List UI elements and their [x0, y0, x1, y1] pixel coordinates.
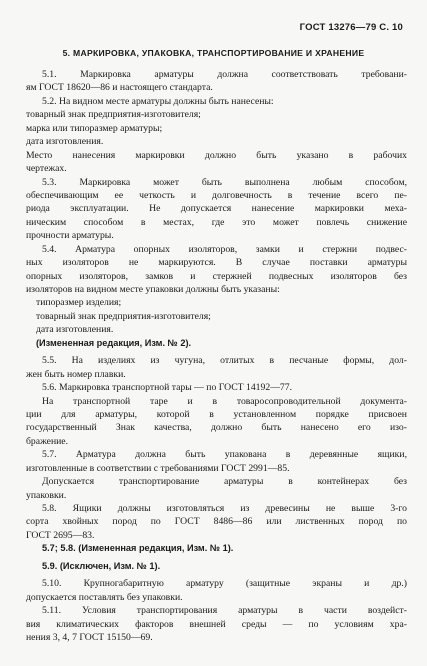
text-line: 5.6. Маркировка транспортной тары — по ГОСТ 14192—77. [42, 382, 293, 394]
text-line: риода эксплуатации. Не допускается нанесение маркировки меха- [26, 203, 407, 215]
text-line: опорных изоляторов, замков и стержней подвесных изоляторов без [26, 270, 407, 282]
text-line: товарный знак предприятия-изготовителя; [26, 109, 201, 121]
text-line: 5.3. Маркировка может быть выполнена любым способом, [42, 176, 407, 188]
text-line: допускается поставлять без упаковки. [26, 591, 183, 603]
text-line: 5.9. (Исключен, Изм. № 1). [42, 560, 161, 571]
text-line: ции для арматуры, которой в установленном порядке присвоен [26, 408, 407, 420]
document-body [26, 68, 407, 644]
text-line: 5.2. На видном месте арматуры должны быть нанесены: [42, 95, 274, 107]
text-line: изоляторов на видном месте упаковки должны быть указаны: [26, 284, 280, 295]
text-line: 5.8. Ящики должны изготовляться из древесины не выше 3-го [42, 503, 407, 514]
text-line: вия климатических факторов внешней среды — по условиям хра- [26, 618, 407, 630]
text-line: изготовленные в соответствии с требованиями ГОСТ 2991—85. [26, 462, 290, 474]
text-line: товарный знак предприятия-изготовителя; [36, 310, 211, 322]
text-line: обеспечивающим ее четкость и долговечность в течение всего пе- [26, 189, 407, 201]
text-line: дата изготовления. [26, 136, 104, 148]
text-line: нения 3, 4, 7 ГОСТ 15150—69. [26, 631, 153, 643]
text-line: ГОСТ 2695—83. [26, 529, 95, 541]
text-line: 5.5. На изделиях из чугуна, отлитых в песчаные формы, дол- [42, 355, 407, 367]
text-line: прочности арматуры. [26, 230, 114, 242]
text-line: дата изготовления. [36, 324, 114, 336]
text-line: упаковки. [26, 489, 67, 501]
text-line: жен быть номер плавки. [26, 368, 126, 380]
text-line: бражение. [26, 435, 69, 447]
text-line: марка или типоразмер арматуры; [26, 122, 163, 134]
text-line: типоразмер изделия; [36, 297, 122, 309]
text-line: На транспортной таре и в товаросопроводительной документа- [42, 395, 407, 407]
page-header: ГОСТ 13276—79 С. 10 [299, 22, 403, 33]
text-line: 5.4. Арматура опорных изоляторов, замки и стержни подвес- [42, 243, 407, 255]
text-line: сорта хвойных пород по ГОСТ 8486—86 или лиственных пород по [26, 516, 407, 528]
text-line: чертежах. [26, 163, 67, 175]
text-line: ных изоляторов не маркируются. В случае поставки арматуры [26, 257, 407, 269]
text-line: 5.11. Условия транспортирования арматуры в части воздейст- [42, 605, 407, 617]
text-line: Допускается транспортирование арматуры в контейнерах без [42, 476, 407, 488]
text-line: государственный Знак качества, должно быть нанесено его изо- [26, 422, 407, 434]
section-title: 5. МАРКИРОВКА, УПАКОВКА, ТРАНСПОРТИРОВАНИЕ И ХРАНЕНИЕ [62, 48, 365, 58]
text-line: 5.7. Арматура должна быть упакована в деревянные ящики, [42, 449, 407, 461]
text-line: ническим способом в местах, где это может повлечь снижение [26, 216, 407, 228]
text-line: (Измененная редакция, Изм. № 2). [36, 337, 192, 348]
text-line: Место нанесения маркировки должно быть указано в рабочих [26, 149, 407, 161]
text-line: 5.7; 5.8. (Измененная редакция, Изм. № 1). [42, 543, 234, 554]
text-line: 5.10. Крупногабаритную арматуру (защитные экраны и др.) [42, 578, 407, 590]
text-line: 5.1. Маркировка арматуры должна соответствовать требовани- [42, 69, 407, 80]
text-line: ям ГОСТ 18620—86 и настоящего стандарта. [26, 82, 213, 94]
